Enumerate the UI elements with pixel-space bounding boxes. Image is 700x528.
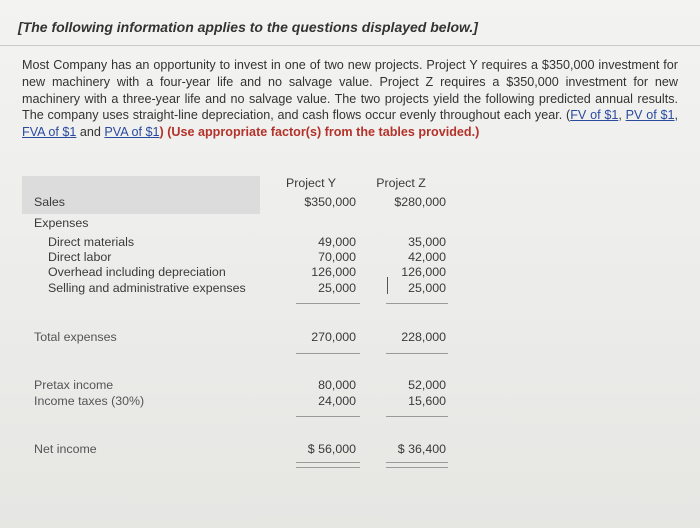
pretax-income-project-y: 80,000 [318, 378, 356, 392]
pv-table-link[interactable]: PV of $1 [625, 108, 675, 123]
income-taxes-project-y: 24,000 [318, 394, 356, 408]
text-cursor [387, 277, 388, 294]
expense-project-z: 42,000 [408, 250, 446, 264]
tax-rule-y [296, 416, 360, 417]
total-expenses-label: Total expenses [34, 330, 117, 344]
total-rule-z [386, 353, 448, 354]
net-income-label: Net income [34, 442, 97, 456]
pva-table-link[interactable]: PVA of $1 [104, 125, 160, 140]
subtotal-rule-y [296, 303, 360, 304]
expense-label: Direct labor [48, 250, 112, 264]
fv-table-link[interactable]: FV of $1 [570, 108, 619, 123]
fva-table-link[interactable]: FVA of $1 [22, 125, 77, 140]
expense-project-z: 25,000 [408, 281, 446, 295]
income-taxes-project-z: 15,600 [408, 394, 446, 408]
link-separator: , [618, 108, 626, 123]
expense-project-z: 126,000 [401, 265, 446, 279]
expense-label: Direct materials [48, 235, 135, 249]
expense-label: Selling and administrative expenses [48, 281, 246, 295]
expense-project-y: 70,000 [318, 250, 356, 264]
expenses-label: Expenses [34, 216, 89, 230]
link-separator: , [674, 108, 678, 123]
sales-project-z: $280,000 [394, 195, 446, 209]
sales-project-y: $350,000 [304, 195, 356, 209]
expense-project-y: 49,000 [318, 235, 356, 249]
expense-project-y: 126,000 [311, 265, 356, 279]
problem-intro: Most Company has an opportunity to invest in one of two new projects. Project Y requires a $350,000 investment for new machinery with a four-year life and no salvage value. Project Z requires a $350,000 investment for new machinery with a three-year life and no salvage value. The two projects yield the following predicted annual results. The company uses straight-line depreciation, and cash flows occur evenly throughout each year. ( [22, 58, 678, 123]
link-close: ) [159, 125, 168, 140]
sales-label: Sales [34, 195, 65, 209]
net-double-rule-y [296, 462, 360, 468]
total-expenses-project-z: 228,000 [401, 330, 446, 344]
total-expenses-project-y: 270,000 [311, 330, 356, 344]
total-rule-y [296, 353, 360, 354]
pretax-income-project-z: 52,000 [408, 378, 446, 392]
expense-project-z: 35,000 [408, 235, 446, 249]
col-header-project-y: Project Y [285, 176, 337, 190]
income-taxes-label: Income taxes (30%) [34, 394, 145, 408]
expense-project-y: 25,000 [318, 281, 356, 295]
expense-label: Overhead including depreciation [48, 265, 226, 279]
pretax-income-label: Pretax income [34, 378, 114, 392]
factor-instruction: (Use appropriate factor(s) from the tables provided.) [167, 125, 480, 140]
link-separator: and [76, 125, 105, 140]
col-header-project-z: Project Z [376, 176, 426, 190]
tax-rule-z [386, 416, 448, 417]
info-header: [The following information applies to the questions displayed below.] [18, 19, 478, 35]
net-income-project-z: $ 36,400 [397, 442, 446, 456]
net-double-rule-z [386, 462, 448, 468]
net-income-project-y: $ 56,000 [307, 442, 356, 456]
subtotal-rule-z [386, 303, 448, 304]
